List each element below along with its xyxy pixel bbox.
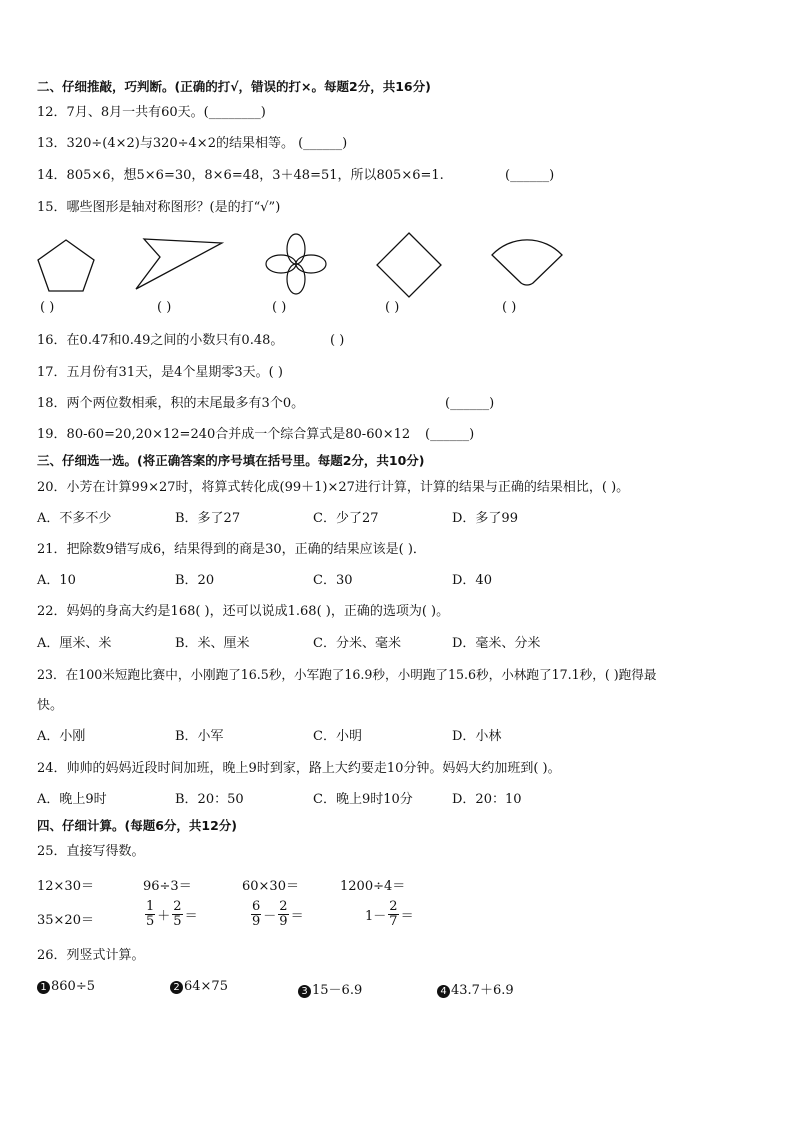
fraction: $\frac{6}{9}$ bbox=[252, 899, 261, 929]
shape4-answer-blank[interactable]: ( ) bbox=[385, 300, 400, 315]
q24-option-c[interactable]: C．晚上9时10分 bbox=[313, 792, 413, 807]
q23-option-b[interactable]: B．小军 bbox=[175, 729, 224, 744]
question-14-answer-blank[interactable]: (______) bbox=[505, 168, 555, 183]
four-leaf-shape bbox=[264, 232, 328, 296]
q22-option-c[interactable]: C．分米、毫米 bbox=[313, 636, 401, 651]
pentagon-shape bbox=[36, 236, 98, 294]
calc-7-fraction-expr: $\frac{6}{9}$ － $\frac{2}{9}$ ＝ bbox=[252, 899, 304, 929]
vertical-calc-3: 3 15－6.9 bbox=[298, 979, 362, 998]
irregular-triangle-shape bbox=[132, 237, 224, 291]
circled-number-3: 3 bbox=[298, 985, 311, 998]
circled-number-4: 4 bbox=[437, 985, 450, 998]
q21-option-b[interactable]: B．20 bbox=[175, 573, 215, 588]
vertical-calc-1: 1 860÷5 bbox=[37, 979, 95, 994]
fraction: $\frac{2}{9}$ bbox=[279, 899, 288, 929]
question-24: 24．帅帅的妈妈近段时间加班，晚上9时到家，路上大约要走10分钟。妈妈大约加班到( )。 bbox=[37, 761, 561, 776]
question-19: 19．80-60=20,20×12=240合并成一个综合算式是80-60×12 bbox=[37, 427, 411, 442]
q21-option-a[interactable]: A．10 bbox=[37, 573, 76, 588]
calc-2: 96÷3＝ bbox=[143, 879, 192, 894]
calc-1: 12×30＝ bbox=[37, 879, 94, 894]
question-13: 13．320÷(4×2)与320÷4×2的结果相等。 (______) bbox=[37, 136, 348, 151]
question-12: 12．7月、8月一共有60天。(________) bbox=[37, 105, 266, 120]
question-23-line1: 23．在100米短跑比赛中，小刚跑了16.5秒，小军跑了16.9秒，小明跑了15.6秒，小林跑了17.1秒，( )跑得最 bbox=[37, 667, 657, 682]
fraction: $\frac{2}{7}$ bbox=[389, 899, 398, 929]
calc-4: 1200÷4＝ bbox=[340, 879, 406, 894]
question-26: 26．列竖式计算。 bbox=[37, 948, 145, 963]
q22-option-a[interactable]: A．厘米、米 bbox=[37, 636, 112, 651]
vertical-calc-4: 4 43.7＋6.9 bbox=[437, 979, 514, 998]
circled-number-2: 2 bbox=[170, 981, 183, 994]
question-18: 18．两个两位数相乘，积的末尾最多有3个0。 bbox=[37, 396, 305, 411]
question-17: 17．五月份有31天，是4个星期零3天。( ) bbox=[37, 365, 283, 380]
calc-3: 60×30＝ bbox=[242, 879, 299, 894]
section2-title: 二、仔细推敲，巧判断。(正确的打√，错误的打×。每题2分，共16分) bbox=[37, 79, 431, 94]
question-23-line2: 快。 bbox=[37, 698, 64, 713]
calc-6-fraction-expr: $\frac{1}{5}$ ＋ $\frac{2}{5}$ ＝ bbox=[146, 899, 198, 929]
q22-option-d[interactable]: D．毫米、分米 bbox=[452, 636, 541, 651]
question-16-answer-blank[interactable]: ( ) bbox=[330, 333, 345, 348]
fraction: $\frac{1}{5}$ bbox=[146, 899, 155, 929]
question-18-answer-blank[interactable]: (______) bbox=[445, 396, 495, 411]
diamond-shape bbox=[374, 230, 444, 300]
shape3-answer-blank[interactable]: ( ) bbox=[272, 300, 287, 315]
q20-option-c[interactable]: C．少了27 bbox=[313, 511, 379, 526]
section3-title: 三、仔细选一选。(将正确答案的序号填在括号里。每题2分，共10分) bbox=[37, 453, 425, 468]
q20-option-b[interactable]: B．多了27 bbox=[175, 511, 241, 526]
q24-option-b[interactable]: B．20：50 bbox=[175, 792, 244, 807]
section4-title: 四、仔细计算。(每题6分，共12分) bbox=[37, 818, 238, 833]
q20-option-a[interactable]: A．不多不少 bbox=[37, 511, 112, 526]
fraction: $\frac{2}{5}$ bbox=[173, 899, 182, 929]
q22-option-b[interactable]: B．米、厘米 bbox=[175, 636, 250, 651]
question-16: 16．在0.47和0.49之间的小数只有0.48。 bbox=[37, 333, 284, 348]
shape5-answer-blank[interactable]: ( ) bbox=[502, 300, 517, 315]
question-21: 21．把除数9错写成6，结果得到的商是30，正确的结果应该是( )． bbox=[37, 542, 426, 557]
calc-8-fraction-expr: 1－ $\frac{2}{7}$ ＝ bbox=[365, 899, 414, 929]
vertical-calc-2: 2 64×75 bbox=[170, 979, 228, 994]
shape1-answer-blank[interactable]: ( ) bbox=[40, 300, 55, 315]
q21-option-c[interactable]: C．30 bbox=[313, 573, 353, 588]
question-19-answer-blank[interactable]: (______) bbox=[425, 427, 475, 442]
question-20: 20．小芳在计算99×27时，将算式转化成(99＋1)×27进行计算，计算的结果与正确的结果相比，( )。 bbox=[37, 480, 630, 495]
question-22: 22．妈妈的身高大约是168( )，还可以说成1.68( )，正确的选项为( )。 bbox=[37, 604, 450, 619]
q23-option-a[interactable]: A．小刚 bbox=[37, 729, 86, 744]
calc-5: 35×20＝ bbox=[37, 913, 94, 928]
q21-option-d[interactable]: D．40 bbox=[452, 573, 492, 588]
q24-option-d[interactable]: D．20：10 bbox=[452, 792, 522, 807]
q24-option-a[interactable]: A．晚上9时 bbox=[37, 792, 107, 807]
question-15: 15．哪些图形是轴对称图形？(是的打“√”) bbox=[37, 200, 281, 215]
q20-option-d[interactable]: D．多了99 bbox=[452, 511, 518, 526]
q23-option-c[interactable]: C．小明 bbox=[313, 729, 362, 744]
question-14: 14．805×6，想5×6=30，8×6=48，3＋48=51，所以805×6=1. bbox=[37, 168, 444, 183]
shape2-answer-blank[interactable]: ( ) bbox=[157, 300, 172, 315]
fan-shape bbox=[488, 233, 566, 291]
q23-option-d[interactable]: D．小林 bbox=[452, 729, 502, 744]
question-25: 25．直接写得数。 bbox=[37, 844, 145, 859]
circled-number-1: 1 bbox=[37, 981, 50, 994]
